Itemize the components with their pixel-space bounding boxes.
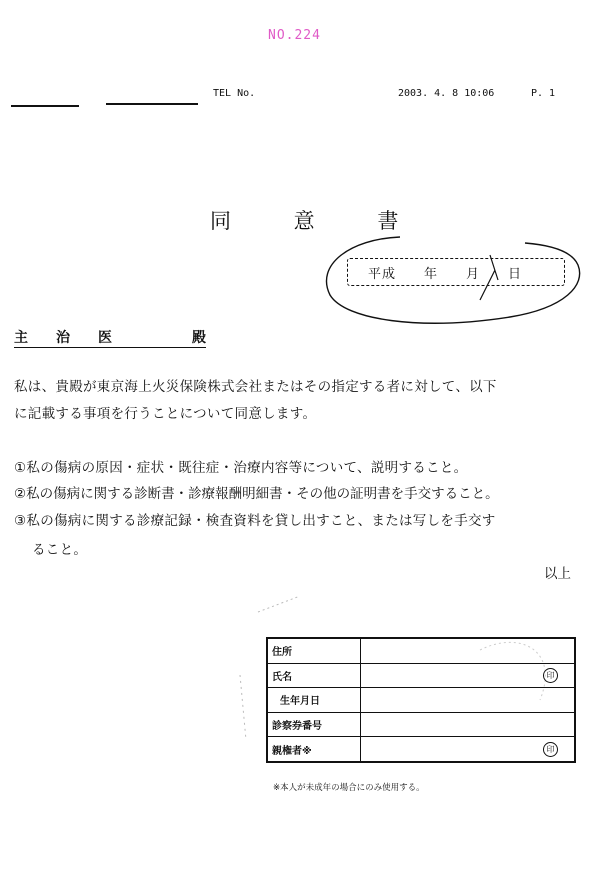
consent-item-1: ①私の傷病の原因・症状・既往症・治療内容等について、説明すること。 xyxy=(14,460,468,476)
form-label-patient-card: 診察券番号 xyxy=(267,712,361,737)
fax-datetime: 2003. 4. 8 10:06 xyxy=(398,88,495,99)
fax-stamp-number: NO.224 xyxy=(268,28,321,43)
date-line: 平成 年 月 日 xyxy=(368,267,523,282)
consent-item-3-continued: ること。 xyxy=(32,542,88,558)
form-row-address xyxy=(267,638,575,663)
document-title: 同 意 書 xyxy=(210,209,427,233)
seal-mark: 印 xyxy=(543,668,558,683)
addressee-line xyxy=(14,327,206,348)
form-label-guardian: 親権者※ xyxy=(267,737,361,762)
addressee-label: 主治医 xyxy=(14,330,140,346)
form-field-patient-card[interactable] xyxy=(361,712,576,737)
form-row-guardian xyxy=(267,737,575,762)
seal-mark: 印 xyxy=(543,742,558,757)
fax-tel-label: TEL No. xyxy=(213,88,256,99)
form-field-address[interactable] xyxy=(361,638,576,663)
form-row-patient-card xyxy=(267,712,575,737)
fax-header-line-1 xyxy=(11,105,79,107)
form-field-name[interactable] xyxy=(361,663,576,688)
form-field-birthdate[interactable] xyxy=(361,688,576,713)
fax-header-line-2 xyxy=(106,103,198,105)
addressee-honorific: 殿 xyxy=(192,330,206,346)
consent-paragraph-line-2: に記載する事項を行うことについて同意します。 xyxy=(14,406,317,422)
form-label-birthdate: 生年月日 xyxy=(267,688,361,713)
form-footnote: ※本人が未成年の場合にのみ使用する。 xyxy=(273,783,425,793)
closing-text: 以上 xyxy=(544,566,571,582)
consent-item-3: ③私の傷病に関する診療記録・検査資料を貸し出すこと、または写しを手交す xyxy=(14,513,496,529)
signature-form xyxy=(266,637,576,763)
form-row-name xyxy=(267,663,575,688)
form-label-name: 氏名 xyxy=(267,663,361,688)
form-label-address: 住所 xyxy=(267,638,361,663)
form-field-guardian[interactable] xyxy=(361,737,576,762)
consent-item-2: ②私の傷病に関する診断書・診療報酬明細書・その他の証明書を手交すること。 xyxy=(14,486,499,502)
fax-page-number: P. 1 xyxy=(531,88,556,99)
form-row-birthdate xyxy=(267,688,575,713)
consent-paragraph-line-1: 私は、貴殿が東京海上火災保険株式会社またはその指定する者に対して、以下 xyxy=(14,379,497,395)
